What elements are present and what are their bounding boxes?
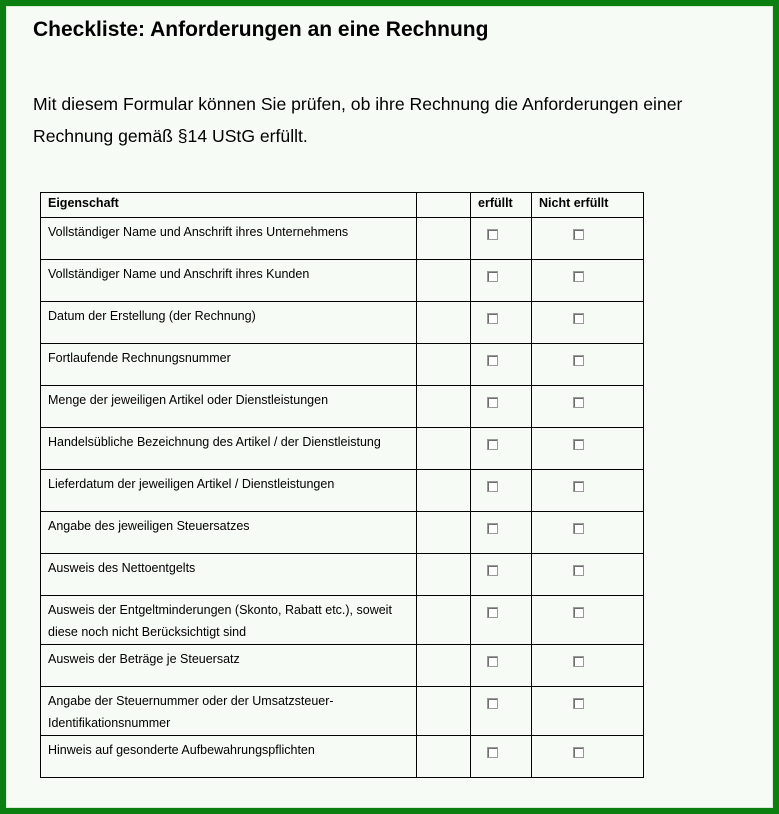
header-not-fulfilled: Nicht erfüllt xyxy=(532,193,644,218)
not-fulfilled-checkbox[interactable] xyxy=(573,523,584,534)
not-fulfilled-cell xyxy=(532,596,644,645)
table-row xyxy=(41,554,644,596)
row-blank-cell xyxy=(417,428,471,470)
fulfilled-cell xyxy=(471,260,532,302)
not-fulfilled-checkbox[interactable] xyxy=(573,313,584,324)
fulfilled-checkbox[interactable] xyxy=(487,523,498,534)
not-fulfilled-cell xyxy=(532,344,644,386)
fulfilled-checkbox[interactable] xyxy=(487,229,498,240)
header-blank xyxy=(417,193,471,218)
row-label: Angabe der Steuernummer oder der Umsatzsteuer-Identifikationsnummer xyxy=(48,694,334,730)
not-fulfilled-cell xyxy=(532,386,644,428)
table-header-row xyxy=(41,193,644,218)
fulfilled-cell xyxy=(471,302,532,344)
fulfilled-cell xyxy=(471,470,532,512)
row-label: Vollständiger Name und Anschrift ihres Unternehmens xyxy=(48,225,349,239)
not-fulfilled-cell xyxy=(532,302,644,344)
table-row xyxy=(41,736,644,778)
not-fulfilled-checkbox[interactable] xyxy=(573,229,584,240)
row-blank-cell xyxy=(417,645,471,687)
not-fulfilled-cell xyxy=(532,470,644,512)
fulfilled-checkbox[interactable] xyxy=(487,397,498,408)
not-fulfilled-cell xyxy=(532,428,644,470)
row-label-cell xyxy=(41,554,417,596)
fulfilled-cell xyxy=(471,428,532,470)
fulfilled-checkbox[interactable] xyxy=(487,607,498,618)
row-label: Menge der jeweiligen Artikel oder Dienstleistungen xyxy=(48,393,329,407)
row-blank-cell xyxy=(417,218,471,260)
row-label-cell xyxy=(41,218,417,260)
checklist-table xyxy=(40,192,644,778)
table-row xyxy=(41,687,644,736)
row-label-cell xyxy=(41,386,417,428)
fulfilled-checkbox[interactable] xyxy=(487,481,498,492)
table-row xyxy=(41,218,644,260)
header-property: Eigenschaft xyxy=(41,193,417,218)
fulfilled-cell xyxy=(471,596,532,645)
row-label-cell xyxy=(41,687,417,736)
not-fulfilled-checkbox[interactable] xyxy=(573,481,584,492)
fulfilled-cell xyxy=(471,554,532,596)
table-row xyxy=(41,302,644,344)
row-label: Ausweis des Nettoentgelts xyxy=(48,561,196,575)
table-row xyxy=(41,260,644,302)
table-row xyxy=(41,470,644,512)
not-fulfilled-checkbox[interactable] xyxy=(573,698,584,709)
row-label: Vollständiger Name und Anschrift ihres Kunden xyxy=(48,267,310,281)
not-fulfilled-checkbox[interactable] xyxy=(573,397,584,408)
row-label: Lieferdatum der jeweiligen Artikel / Dienstleistungen xyxy=(48,477,335,491)
row-blank-cell xyxy=(417,344,471,386)
table-row xyxy=(41,428,644,470)
table-row xyxy=(41,645,644,687)
fulfilled-checkbox[interactable] xyxy=(487,565,498,576)
not-fulfilled-cell xyxy=(532,736,644,778)
not-fulfilled-cell xyxy=(532,687,644,736)
row-label-cell xyxy=(41,470,417,512)
row-blank-cell xyxy=(417,736,471,778)
table-row xyxy=(41,512,644,554)
intro-text: Mit diesem Formular können Sie prüfen, ob ihre Rechnung die Anforderungen einer Rechnung gemäß §14 UStG erfüllt. xyxy=(33,94,683,146)
fulfilled-cell xyxy=(471,687,532,736)
row-label: Ausweis der Entgeltminderungen (Skonto, Rabatt etc.), soweit diese noch nicht Berücksichtigt sind xyxy=(48,603,392,639)
row-label: Angabe des jeweiligen Steuersatzes xyxy=(48,519,250,533)
fulfilled-checkbox[interactable] xyxy=(487,747,498,758)
not-fulfilled-cell xyxy=(532,260,644,302)
fulfilled-checkbox[interactable] xyxy=(487,271,498,282)
not-fulfilled-cell xyxy=(532,554,644,596)
row-blank-cell xyxy=(417,687,471,736)
table-row xyxy=(41,344,644,386)
fulfilled-checkbox[interactable] xyxy=(487,313,498,324)
not-fulfilled-checkbox[interactable] xyxy=(573,747,584,758)
not-fulfilled-checkbox[interactable] xyxy=(573,656,584,667)
row-blank-cell xyxy=(417,260,471,302)
row-label-cell xyxy=(41,428,417,470)
fulfilled-checkbox[interactable] xyxy=(487,355,498,366)
header-fulfilled: erfüllt xyxy=(471,193,532,218)
row-label: Datum der Erstellung (der Rechnung) xyxy=(48,309,256,323)
fulfilled-cell xyxy=(471,645,532,687)
fulfilled-cell xyxy=(471,736,532,778)
row-label-cell xyxy=(41,302,417,344)
row-blank-cell xyxy=(417,470,471,512)
row-label: Handelsübliche Bezeichnung des Artikel / der Dienstleistung xyxy=(48,435,381,449)
fulfilled-cell xyxy=(471,344,532,386)
not-fulfilled-cell xyxy=(532,645,644,687)
row-blank-cell xyxy=(417,386,471,428)
row-label-cell xyxy=(41,344,417,386)
row-label-cell xyxy=(41,645,417,687)
not-fulfilled-checkbox[interactable] xyxy=(573,271,584,282)
table-body xyxy=(41,218,644,778)
row-label: Ausweis der Beträge je Steuersatz xyxy=(48,652,240,666)
not-fulfilled-checkbox[interactable] xyxy=(573,565,584,576)
fulfilled-cell xyxy=(471,386,532,428)
row-label: Hinweis auf gesonderte Aufbewahrungspflichten xyxy=(48,743,315,757)
row-label-cell xyxy=(41,736,417,778)
table-row xyxy=(41,596,644,645)
row-blank-cell xyxy=(417,302,471,344)
not-fulfilled-cell xyxy=(532,218,644,260)
fulfilled-checkbox[interactable] xyxy=(487,698,498,709)
fulfilled-checkbox[interactable] xyxy=(487,439,498,450)
table-row xyxy=(41,386,644,428)
not-fulfilled-checkbox[interactable] xyxy=(573,439,584,450)
fulfilled-cell xyxy=(471,512,532,554)
row-label: Fortlaufende Rechnungsnummer xyxy=(48,351,231,365)
row-blank-cell xyxy=(417,512,471,554)
row-blank-cell xyxy=(417,554,471,596)
fulfilled-cell xyxy=(471,218,532,260)
row-label-cell xyxy=(41,260,417,302)
not-fulfilled-checkbox[interactable] xyxy=(573,607,584,618)
page-title: Checkliste: Anforderungen an eine Rechnung xyxy=(33,18,489,41)
fulfilled-checkbox[interactable] xyxy=(487,656,498,667)
row-label-cell xyxy=(41,512,417,554)
not-fulfilled-cell xyxy=(532,512,644,554)
not-fulfilled-checkbox[interactable] xyxy=(573,355,584,366)
row-label-cell xyxy=(41,596,417,645)
row-blank-cell xyxy=(417,596,471,645)
